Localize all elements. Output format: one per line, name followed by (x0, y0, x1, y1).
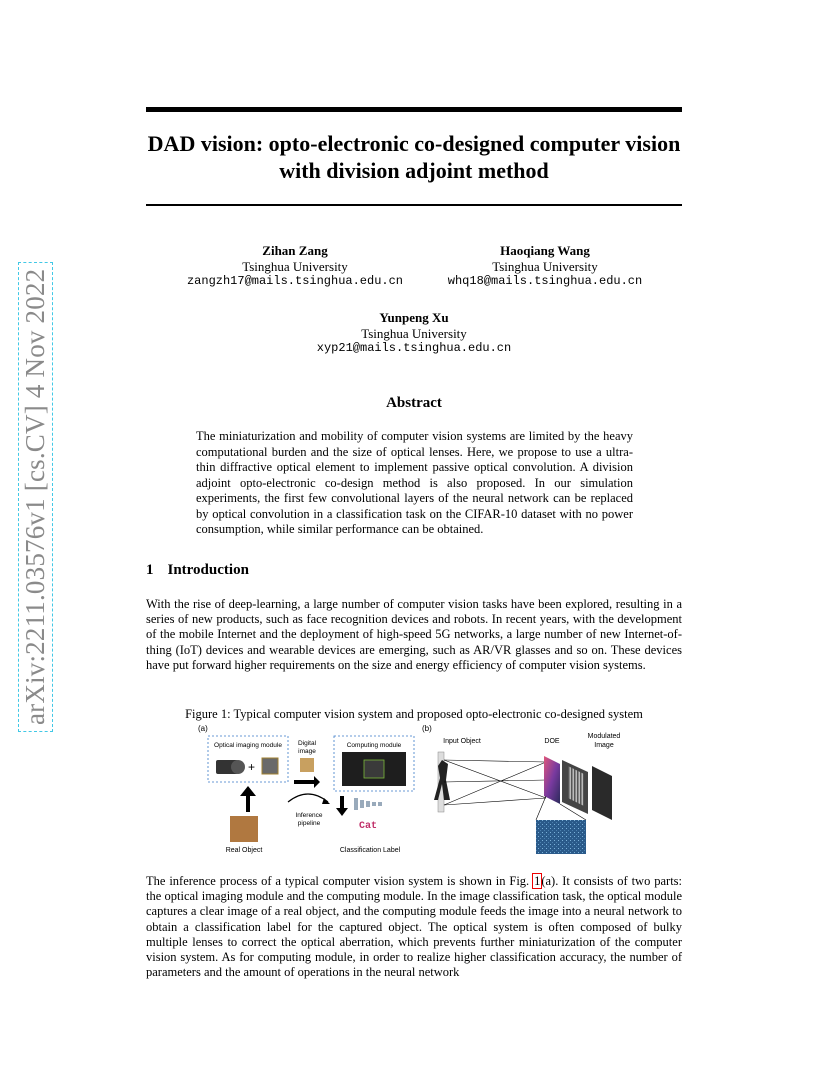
neural-network-icon (354, 798, 382, 810)
author-affiliation: Tsinghua University (242, 258, 348, 274)
cat-photo (230, 816, 258, 842)
inference-label-2: pipeline (297, 820, 321, 827)
figure-1 (190, 720, 660, 855)
arxiv-identifier-stamp: arXiv:2211.03576v1 [cs.CV] 4 Nov 2022 (18, 262, 53, 732)
arrow-up-icon (240, 786, 256, 812)
lens-front-icon (231, 760, 245, 774)
panel-b-label: (b) (422, 724, 432, 733)
author-email[interactable]: whq18@mails.tsinghua.edu.cn (447, 274, 643, 288)
digital-image-thumbnail (300, 758, 314, 772)
author-block (264, 310, 564, 357)
optical-module-label: Optical imaging module (214, 742, 282, 749)
author-block (395, 243, 695, 290)
arrow-right-icon (294, 776, 320, 788)
section-title: Introduction (167, 562, 249, 578)
section-heading (146, 562, 249, 579)
real-object-label: Real Object (225, 847, 263, 854)
classification-label-caption: Classification Label (339, 847, 401, 854)
zoom-line-left (536, 796, 546, 820)
title-rule-top (146, 107, 682, 112)
sensor-chip-icon (262, 758, 278, 774)
plus-icon: + (248, 760, 256, 774)
doe-element (544, 756, 560, 804)
author-name: Haoqiang Wang (500, 243, 590, 258)
modulated-image-label-2: Image (594, 742, 614, 749)
digital-image-label-1: Digital (297, 740, 317, 747)
author-affiliation: Tsinghua University (361, 325, 467, 341)
doe-label: DOE (544, 738, 560, 745)
intro-paragraph-2 (146, 874, 682, 980)
abstract-text: The miniaturization and mobility of computer vision systems are limited by the heavy computational burden and the size of optical lenses. Here, we propose to use a ultra-thin diffractive optical element to implement passive optical convolution. A division adjoint opto-electronic co-design method is also proposed. In our simulation experiments, the first few convolutional layers of the neural network can be replaced by optical convolution in a classification task on the CIFAR-10 dataset with no power consumption, while similar performance can be obtained. (196, 429, 633, 536)
inference-arrow (288, 794, 328, 802)
paper-title: DAD vision: opto-electronic co-designed computer vision with division adjoint method (147, 131, 681, 183)
doe-microstructure-inset (536, 820, 586, 854)
figure-caption: Figure 1: Typical computer vision system and proposed opto-electronic co-designed system (185, 707, 643, 721)
paragraph-text: (a). It consists of two parts: the optical imaging module and the computing module. In the image classification task, the optical module captures a clear image of a real object, and the computing module feeds the image into a neural network to obtain a classification label for the captured object. The optical system is often composed of bulky multiple lenses to correct the optical aberration, which prevents further miniaturization of the computer vision system. As for computing module, in order to realize higher classification accuracy, the number of parameters and the amount of operations in the neural network (146, 874, 682, 980)
arrow-down-icon (336, 796, 348, 816)
author-name: Zihan Zang (262, 243, 328, 258)
figure-reference-link[interactable]: 1 (534, 874, 541, 888)
author-email[interactable]: zangzh17@mails.tsinghua.edu.cn (186, 274, 404, 288)
inference-label-1: Inference (295, 812, 323, 819)
processor-chip-icon (364, 760, 384, 778)
abstract-heading: Abstract (386, 395, 442, 411)
classification-output-cat: Cat (358, 821, 378, 832)
author-name: Yunpeng Xu (379, 310, 449, 325)
computing-module-label: Computing module (346, 742, 402, 749)
digital-image-label-2: image (298, 748, 316, 755)
modulated-image-label-1: Modulated (587, 733, 621, 740)
camera-board (592, 766, 612, 820)
light-rays (444, 760, 546, 805)
title-rule-bottom (146, 204, 682, 206)
author-affiliation: Tsinghua University (492, 258, 598, 274)
panel-a-label: (a) (198, 724, 208, 733)
input-object-label: Input Object (443, 738, 481, 745)
intro-paragraph-1: With the rise of deep-learning, a large number of computer vision tasks have been explored, resulting in a series of new products, such as face recognition devices and robots. In recent years, with the development of the mobile Internet and the deployment of high-speed 5G networks, a large number of new Internet-of-thing (IoT) devices and wearable devices are emerging, such as AR/VR glasses and so on. These devices have put forward higher requirements on the size and energy efficiency of computer vision systems. (146, 597, 682, 672)
section-number: 1 (146, 562, 154, 578)
author-email[interactable]: xyp21@mails.tsinghua.edu.cn (316, 341, 512, 355)
paragraph-text: The inference process of a typical computer vision system is shown in Fig. (146, 874, 534, 888)
